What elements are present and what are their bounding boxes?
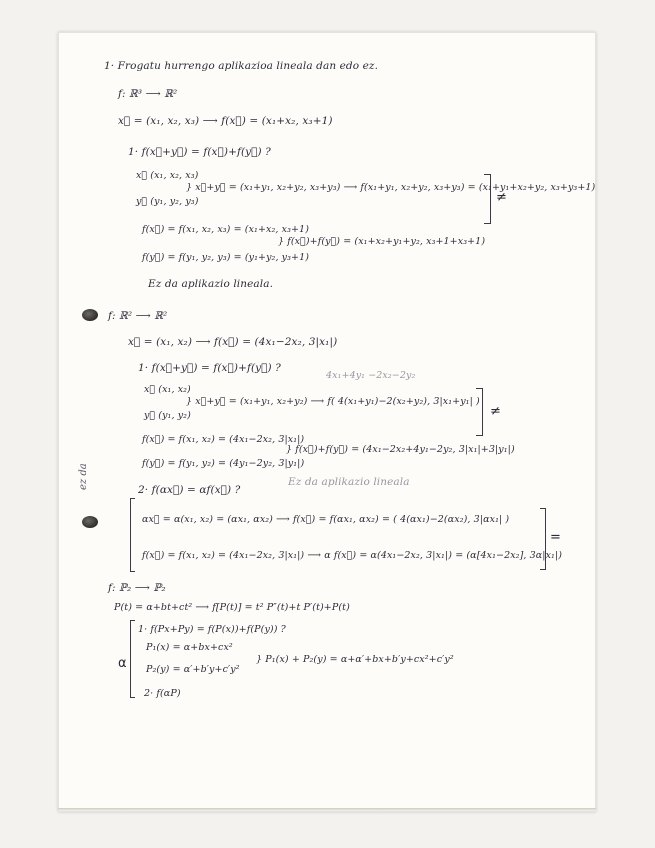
math-line: 2· f(αx⃗) = αf(x⃗) ? <box>138 484 241 496</box>
math-line: 1· f(Px+Py) = f(P(x))+f(P(y)) ? <box>138 624 286 635</box>
bracket-left <box>130 498 135 572</box>
struck-conclusion-text: Ez da aplikazio lineala <box>288 476 410 488</box>
math-line: x⃗ = (x₁, x₂, x₃) ⟶ f(x⃗) = (x₁+x₂, x₃+1) <box>118 115 333 127</box>
math-line: } f(x⃗)+f(y⃗) = (4x₁−2x₂+4y₁−2y₂, 3|x₁|+3|y₁|) <box>286 444 515 455</box>
not-equal-mark: ≠ <box>496 190 507 205</box>
page-edge <box>58 808 596 811</box>
math-line: P(t) = α+bt+ct² ⟶ f[P(t)] = t² P″(t)+t P′(t)+P(t) <box>114 602 350 613</box>
math-line: f(x⃗) = f(x₁, x₂) = (4x₁−2x₂, 3|x₁|) <box>142 434 305 445</box>
margin-note: ez da <box>78 463 89 490</box>
not-equal-mark: ≠ <box>490 404 501 419</box>
punch-hole-bottom <box>82 516 98 528</box>
brace-right <box>540 508 546 570</box>
math-line: f(x⃗) = f(x₁, x₂) = (4x₁−2x₂, 3|x₁|) ⟶ α f(x⃗) = α(4x₁−2x₂, 3|x₁|) = (α[4x₁−2x₂], 3α|x₁|) <box>142 550 563 561</box>
math-line: } x⃗+y⃗ = (x₁+y₁, x₂+y₂) ⟶ f( 4(x₁+y₁)−2(x₂+y₂), 3|x₁+y₁| ) <box>186 396 480 407</box>
math-line: y⃗ (y₁, y₂, y₃) <box>136 196 199 207</box>
equal-mark: = <box>550 530 561 545</box>
math-line: x⃗ = (x₁, x₂) ⟶ f(x⃗) = (4x₁−2x₂, 3|x₁|) <box>128 336 338 348</box>
math-line: f(y⃗) = f(y₁, y₂) = (4y₁−2y₂, 3|y₁|) <box>142 458 305 469</box>
math-line: 4x₁+4y₁ −2x₂−2y₂ <box>326 370 416 381</box>
punch-hole-top <box>82 309 98 321</box>
math-line: f: ℙ₂ ⟶ ℙ₂ <box>108 582 166 594</box>
math-line: 1· f(x⃗+y⃗) = f(x⃗)+f(y⃗) ? <box>138 362 281 374</box>
bracket-left <box>130 620 135 698</box>
alpha-side-mark: α <box>118 656 127 671</box>
math-line: P₁(x) = α+bx+cx² <box>146 642 233 653</box>
math-line: f: ℝ² ⟶ ℝ² <box>108 310 168 322</box>
math-line: 1· f(x⃗+y⃗) = f(x⃗)+f(y⃗) ? <box>128 146 271 158</box>
exercise-title: 1· Frogatu hurrengo aplikazioa lineala dan edo ez. <box>104 60 379 72</box>
math-line: f(x⃗) = f(x₁, x₂, x₃) = (x₁+x₂, x₃+1) <box>142 224 310 235</box>
math-line: y⃗ (y₁, y₂) <box>144 410 191 421</box>
math-line: } x⃗+y⃗ = (x₁+y₁, x₂+y₂, x₃+y₃) ⟶ f(x₁+y₁, x₂+y₂, x₃+y₃) = (x₁+y₁+x₂+y₂, x₃+y₃+1) <box>186 182 596 193</box>
math-line: } f(x⃗)+f(y⃗) = (x₁+x₂+y₁+y₂, x₃+1+x₃+1) <box>278 236 486 247</box>
math-line: f: ℝ³ ⟶ ℝ² <box>118 88 178 100</box>
brace-right <box>484 174 491 224</box>
math-line: 2· f(αP) <box>144 688 181 699</box>
math-line: f(y⃗) = f(y₁, y₂, y₃) = (y₁+y₂, y₃+1) <box>142 252 310 263</box>
math-line: x⃗ (x₁, x₂, x₃) <box>136 170 199 181</box>
math-line: } P₁(x) + P₂(y) = α+α′+bx+b′y+cx²+c′y² <box>256 654 454 665</box>
math-line: P₂(y) = α′+b′y+c′y² <box>146 664 240 675</box>
math-line: x⃗ (x₁, x₂) <box>144 384 191 395</box>
math-line: αx⃗ = α(x₁, x₂) = (αx₁, αx₂) ⟶ f(x⃗) = f(αx₁, αx₂) = ( 4(αx₁)−2(αx₂), 3|αx₁| ) <box>142 514 510 525</box>
brace-right <box>476 388 483 436</box>
conclusion-text: Ez da aplikazio lineala. <box>148 278 274 290</box>
